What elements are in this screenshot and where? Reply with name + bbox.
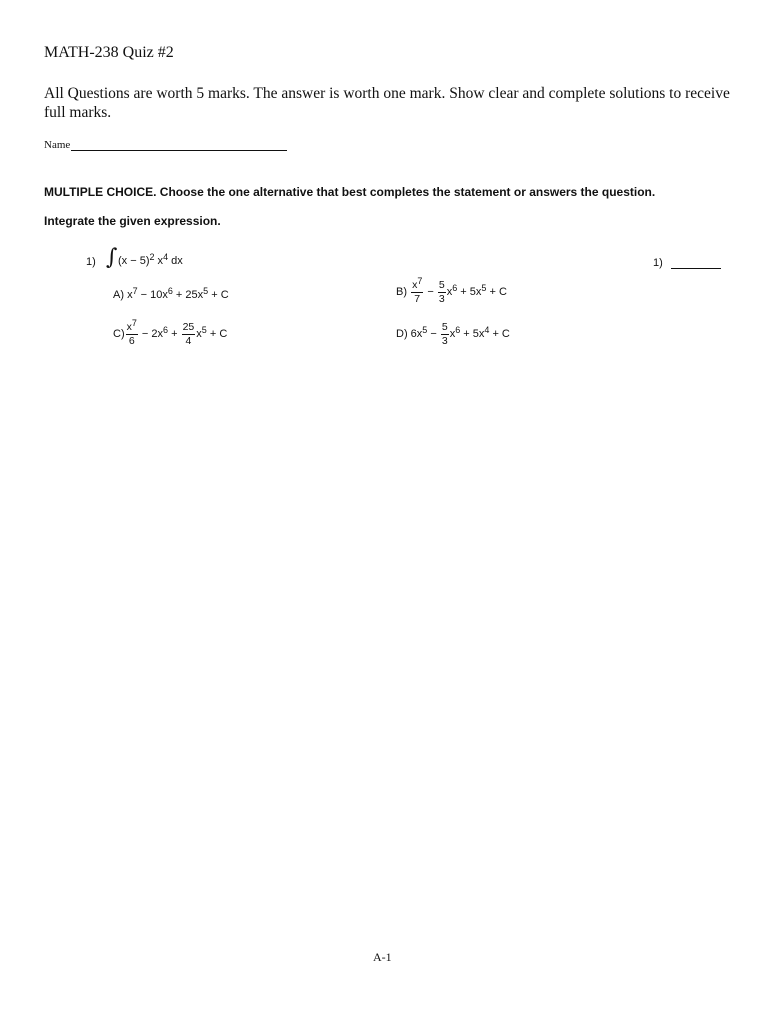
expr-base: (x − 5) — [118, 255, 150, 267]
fraction — [126, 318, 138, 347]
option-c[interactable] — [113, 318, 228, 347]
denominator: 3 — [441, 334, 448, 347]
option-exponent: 6 — [163, 324, 169, 335]
integral-sign: ∫ — [106, 245, 118, 270]
option-exponent: 5 — [203, 286, 209, 296]
name-field — [44, 138, 287, 151]
option-exponent: 5 — [201, 324, 207, 335]
option-term: + C — [489, 327, 510, 340]
answer-line[interactable] — [671, 256, 721, 269]
option-term: + C — [206, 327, 228, 340]
question-number: 1) — [86, 256, 96, 268]
option-term: − 2x — [138, 327, 164, 340]
option-term: + — [168, 327, 181, 340]
option-exponent: 5 — [422, 324, 428, 335]
option-label: B) — [396, 285, 407, 298]
option-exponent: 7 — [417, 276, 423, 286]
denominator: 3 — [438, 292, 445, 305]
name-blank-line — [71, 138, 287, 151]
fraction — [438, 280, 446, 304]
denominator: 4 — [185, 334, 192, 347]
option-term: + C — [208, 289, 229, 301]
name-label: Name — [44, 139, 71, 151]
option-label: C) — [113, 327, 125, 340]
numerator: 25 — [182, 321, 195, 333]
option-term: − — [424, 285, 437, 298]
numerator: 5 — [438, 279, 445, 291]
option-exponent: 4 — [484, 324, 490, 335]
option-exponent: 6 — [455, 324, 461, 335]
option-exponent: 6 — [452, 282, 458, 293]
option-term: x — [196, 327, 202, 340]
instructions: All Questions are worth 5 marks. The answer is worth one mark. Show clear and complete solutions to receive full marks. — [44, 85, 730, 121]
question-expression — [106, 245, 183, 270]
fraction — [411, 276, 423, 305]
quiz-title: MATH-238 Quiz #2 — [44, 44, 174, 61]
expr-dx: dx — [168, 255, 183, 267]
option-b[interactable] — [396, 276, 507, 305]
option-label: A) — [113, 289, 124, 301]
numerator: x — [412, 279, 418, 291]
option-term: + C — [486, 285, 507, 298]
option-term: − 10x — [137, 289, 168, 301]
fraction — [182, 322, 196, 346]
option-a[interactable] — [113, 286, 229, 301]
section-heading: MULTIPLE CHOICE. Choose the one alternative that best completes the statement or answers the question. — [44, 185, 656, 199]
denominator: 7 — [414, 292, 421, 305]
numerator: x — [126, 321, 132, 333]
option-term: − — [427, 327, 440, 340]
numerator: 5 — [441, 321, 448, 333]
option-term: + 5x — [457, 285, 482, 298]
option-term: x — [449, 327, 456, 340]
option-label: D) — [396, 327, 408, 340]
page-number: A-1 — [373, 950, 392, 964]
option-term: x — [127, 289, 133, 301]
option-term: + 5x — [460, 327, 485, 340]
expr-term: x — [154, 255, 164, 267]
option-exponent: 6 — [167, 286, 173, 296]
option-term: + 25x — [172, 289, 204, 301]
section-subheading: Integrate the given expression. — [44, 214, 221, 228]
expr-exponent: 4 — [163, 252, 169, 262]
answer-blank[interactable] — [653, 256, 721, 269]
expr-exponent: 2 — [149, 252, 155, 262]
option-d[interactable] — [396, 322, 510, 346]
option-exponent: 7 — [132, 286, 138, 296]
option-term: 6x — [410, 327, 423, 340]
answer-number: 1) — [653, 257, 663, 269]
fraction — [441, 322, 449, 346]
option-exponent: 5 — [481, 282, 487, 293]
denominator: 6 — [128, 334, 135, 347]
option-term: x — [446, 285, 453, 298]
option-exponent: 7 — [131, 318, 137, 328]
